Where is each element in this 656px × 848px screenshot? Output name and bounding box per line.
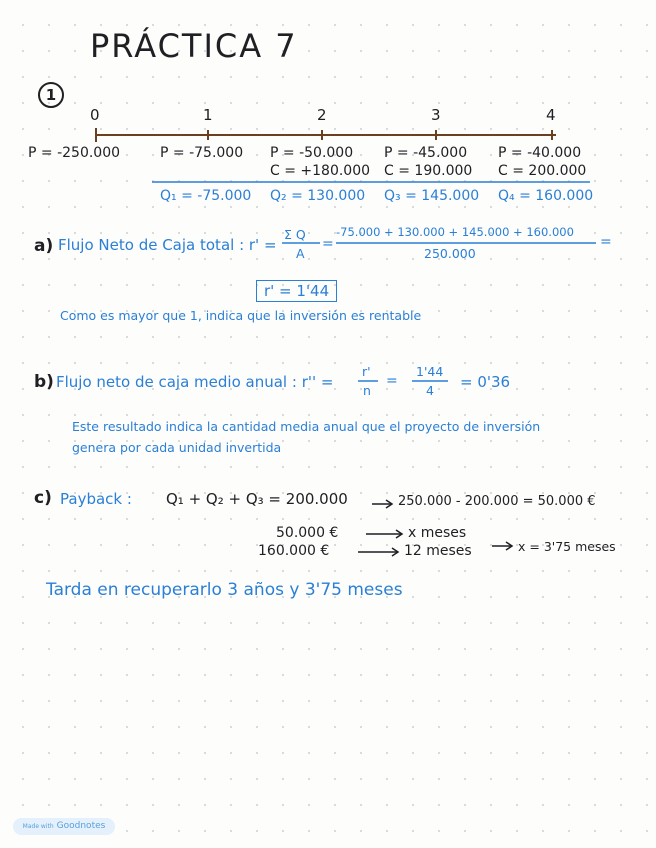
part-c-sum: Q₁ + Q₂ + Q₃ = 200.000 bbox=[166, 490, 348, 508]
part-a-comment: Como es mayor que 1, indica que la inversión es rentable bbox=[60, 308, 422, 323]
part-b-frac2-den: 4 bbox=[426, 383, 434, 398]
c-value-2: C = +180.000 bbox=[270, 163, 371, 179]
part-b-text: Flujo neto de caja medio anual : r'' = bbox=[56, 373, 334, 391]
period-label-0: 0 bbox=[90, 106, 100, 124]
period-label-3: 3 bbox=[431, 106, 441, 124]
part-b-comment-1: Este resultado indica la cantidad media anual que el proyecto de inversión bbox=[72, 419, 541, 434]
period-label-1: 1 bbox=[203, 106, 213, 124]
part-b-frac2-num: 1'44 bbox=[416, 364, 444, 379]
c-arrow-1 bbox=[372, 500, 392, 508]
period-label-4: 4 bbox=[546, 106, 556, 124]
p-value-1: P = -75.000 bbox=[160, 145, 244, 161]
goodnotes-badge bbox=[13, 818, 115, 835]
part-a-frac-left-den: A bbox=[296, 246, 305, 261]
c-value-4: C = 200.000 bbox=[498, 163, 587, 179]
part-a-frac-num: -75.000 + 130.000 + 145.000 + 160.000 bbox=[336, 225, 574, 239]
part-a-frac-left-num: Σ Q bbox=[284, 227, 306, 242]
q-value-1: Q₁ = -75.000 bbox=[160, 188, 252, 204]
exercise-number: 1 bbox=[38, 82, 64, 108]
part-b-result: = 0'36 bbox=[460, 373, 511, 391]
badge-prefix: Made with bbox=[22, 823, 54, 830]
part-b-frac1-num: r' bbox=[362, 364, 371, 379]
part-c-diff: 250.000 - 200.000 = 50.000 € bbox=[398, 494, 596, 509]
part-b-comment-2: genera por cada unidad invertida bbox=[72, 440, 282, 455]
c-arrow-4 bbox=[492, 542, 512, 550]
part-c-rule-a-left: 50.000 € bbox=[276, 525, 339, 541]
c-arrow-2 bbox=[366, 530, 402, 538]
c-arrow-3 bbox=[358, 548, 398, 556]
part-b-frac1-den: n bbox=[363, 383, 371, 398]
p-value-2: P = -50.000 bbox=[270, 145, 354, 161]
part-b-equals: = bbox=[386, 373, 398, 389]
p-value-3: P = -45.000 bbox=[384, 145, 468, 161]
q-value-4: Q₄ = 160.000 bbox=[498, 188, 594, 204]
part-c-label: c) bbox=[34, 488, 52, 508]
part-a-text: Flujo Neto de Caja total : r' = bbox=[58, 236, 277, 254]
part-c-text: Payback : bbox=[60, 490, 132, 508]
part-c-conclusion: Tarda en recuperarlo 3 años y 3'75 meses bbox=[46, 580, 403, 600]
part-b-label: b) bbox=[34, 372, 54, 392]
part-c-rule-b-right: 12 meses bbox=[404, 543, 472, 559]
part-a-equals: = bbox=[322, 236, 334, 252]
c-value-3: C = 190.000 bbox=[384, 163, 473, 179]
part-a-result: r' = 1'44 bbox=[256, 280, 337, 302]
part-a-frac-den: 250.000 bbox=[424, 246, 476, 261]
p-value-0: P = -250.000 bbox=[28, 145, 121, 161]
p-value-4: P = -40.000 bbox=[498, 145, 582, 161]
q-value-3: Q₃ = 145.000 bbox=[384, 188, 480, 204]
period-label-2: 2 bbox=[317, 106, 327, 124]
part-c-rule-a-right: x meses bbox=[408, 525, 467, 541]
page-title: PRÁCTICA 7 bbox=[90, 27, 298, 65]
part-a-label: a) bbox=[34, 236, 54, 256]
badge-brand: Goodnotes bbox=[56, 821, 106, 831]
part-c-rule-result: x = 3'75 meses bbox=[518, 539, 616, 554]
part-c-rule-b-left: 160.000 € bbox=[258, 543, 330, 559]
part-a-equals-right: = bbox=[600, 234, 612, 250]
q-value-2: Q₂ = 130.000 bbox=[270, 188, 366, 204]
